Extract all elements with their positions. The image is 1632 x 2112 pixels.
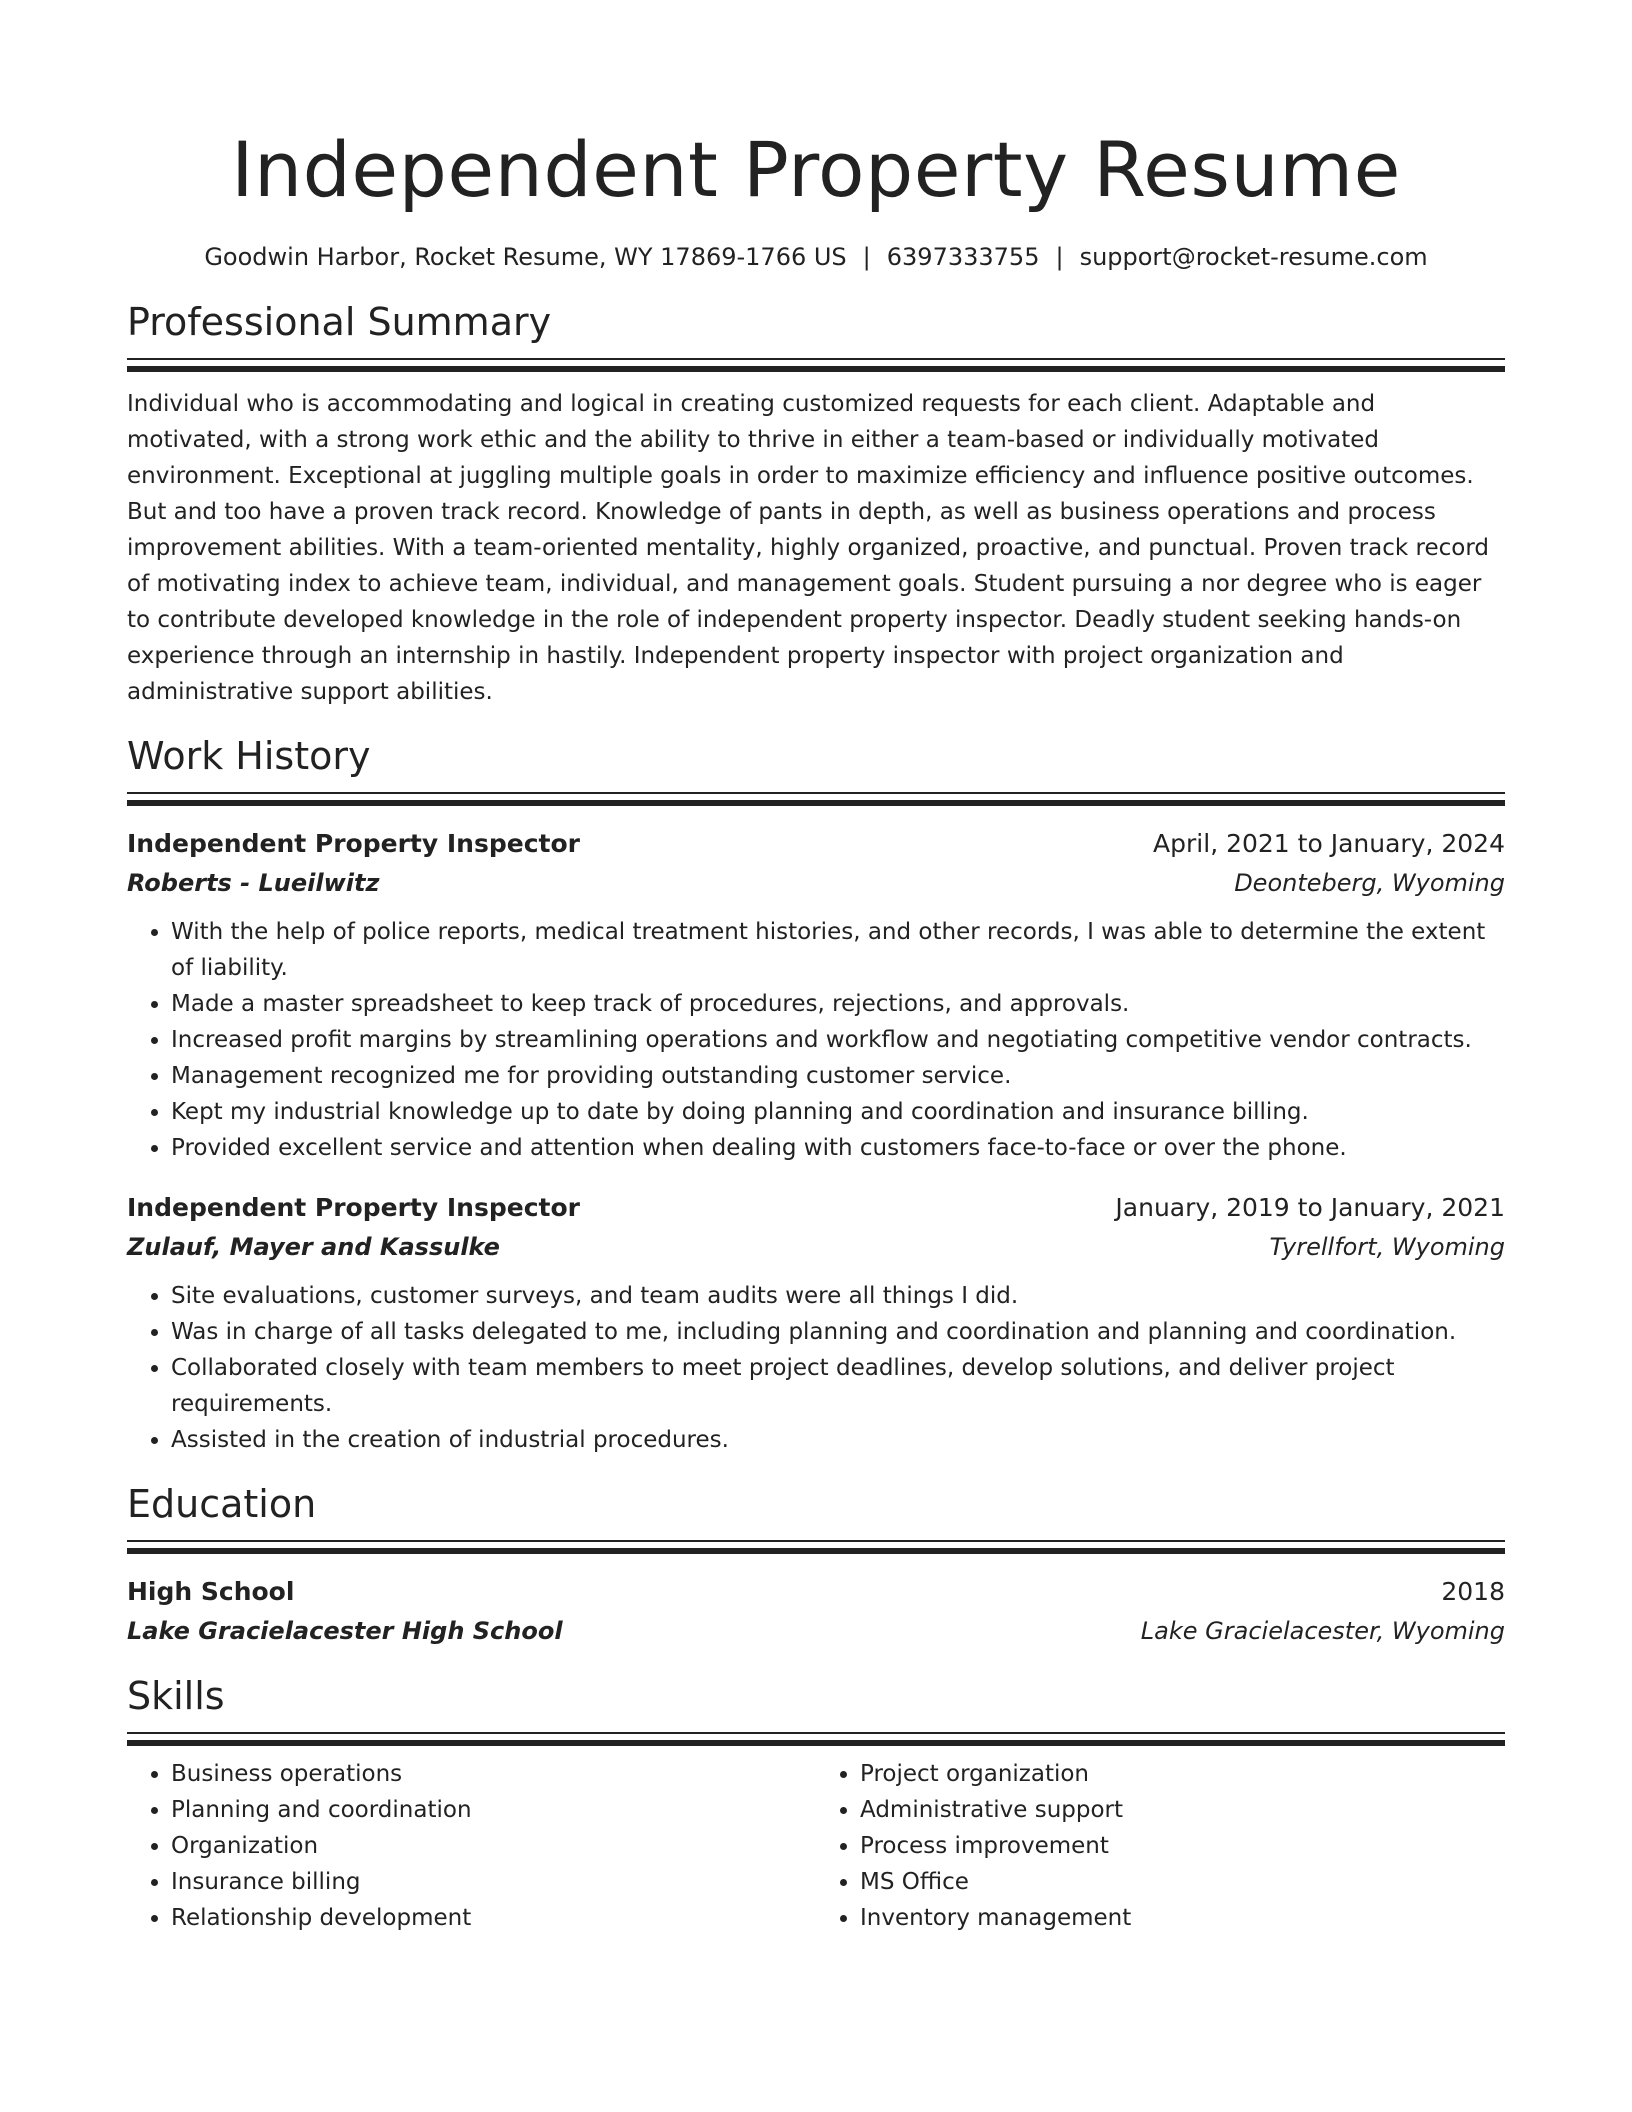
section-title-summary: Professional Summary — [127, 300, 552, 344]
section-divider — [127, 1540, 1505, 1554]
skills-list-right — [816, 1756, 1505, 1936]
list-item: • Collaborated closely with team members to meet project deadlines, develop solutions, and deliver project requirements. — [171, 1350, 1505, 1422]
job-entry — [127, 824, 1505, 1166]
list-item: • Provided excellent service and attention when dealing with customers face-to-face or over the phone. — [171, 1130, 1505, 1166]
skill-item: • Insurance billing — [171, 1864, 816, 1900]
skills-columns — [127, 1756, 1505, 1936]
job-title: Independent Property Inspector — [127, 829, 580, 858]
education-location: Lake Gracielacester, Wyoming — [1140, 1617, 1505, 1645]
summary-section — [127, 298, 1505, 710]
education-degree: High School — [127, 1577, 295, 1606]
section-title-skills: Skills — [127, 1674, 225, 1718]
job-dates: January, 2019 to January, 2021 — [1115, 1193, 1505, 1222]
list-item: • Was in charge of all tasks delegated to me, including planning and coordination and planning and coordination. — [171, 1314, 1505, 1350]
skill-item: • Project organization — [860, 1756, 1505, 1792]
resume-name: Independent Property Resume — [231, 125, 1401, 214]
section-divider — [127, 792, 1505, 806]
summary-text: Individual who is accommodating and logical in creating customized requests for each client. Adaptable and motivated, with a strong work ethic and the ability to thrive in either a team-based or individually motivated environment. Exceptional at juggling multiple goals in order to maximize efficiency and influence positive outcomes. But and too have a proven track record. Knowledge of pants in depth, as well as business operations and process improvement abilities. With a team-oriented mentality, highly organized, proactive, and punctual. Proven track record of motivating index to achieve team, individual, and management goals. Student pursuing a nor degree who is eager to contribute developed knowledge in the role of independent property inspector. Deadly student seeking hands-on experience through an internship in hastily. Independent property inspector with project organization and administrative support abilities. — [127, 391, 1489, 705]
section-divider — [127, 1732, 1505, 1746]
skill-item: • Organization — [171, 1828, 816, 1864]
contact-email: support@rocket-resume.com — [1079, 243, 1428, 271]
skill-item: • Relationship development — [171, 1900, 816, 1936]
education-school: Lake Gracielacester High School — [127, 1617, 563, 1645]
job-location: Deonteberg, Wyoming — [1234, 869, 1505, 897]
section-divider — [127, 358, 1505, 372]
job-company: Roberts - Lueilwitz — [127, 869, 380, 897]
section-title-education: Education — [127, 1482, 317, 1526]
work-history-section — [127, 732, 1505, 1458]
skill-item: • Administrative support — [860, 1792, 1505, 1828]
job-title: Independent Property Inspector — [127, 1193, 580, 1222]
education-entry — [127, 1572, 1505, 1650]
skill-item: • MS Office — [860, 1864, 1505, 1900]
contact-address: Goodwin Harbor, Rocket Resume, WY 17869-1766 US — [204, 243, 847, 271]
skills-section — [127, 1672, 1505, 1936]
contact-separator: | — [862, 243, 871, 271]
skill-item: • Process improvement — [860, 1828, 1505, 1864]
skill-item: • Planning and coordination — [171, 1792, 816, 1828]
contact-separator: | — [1055, 243, 1064, 271]
job-bullets — [127, 1278, 1505, 1458]
job-company: Zulauf, Mayer and Kassulke — [127, 1233, 500, 1261]
list-item: • Management recognized me for providing outstanding customer service. — [171, 1058, 1505, 1094]
list-item: • Increased profit margins by streamlining operations and workflow and negotiating competitive vendor contracts. — [171, 1022, 1505, 1058]
job-location: Tyrellfort, Wyoming — [1269, 1233, 1505, 1261]
job-entry — [127, 1188, 1505, 1458]
list-item: • Assisted in the creation of industrial procedures. — [171, 1422, 1505, 1458]
contact-line — [127, 240, 1505, 274]
list-item: • Site evaluations, customer surveys, and team audits were all things I did. — [171, 1278, 1505, 1314]
list-item: • Made a master spreadsheet to keep track of procedures, rejections, and approvals. — [171, 986, 1505, 1022]
education-section — [127, 1480, 1505, 1650]
contact-phone: 6397333755 — [886, 243, 1040, 271]
skill-item: • Business operations — [171, 1756, 816, 1792]
section-title-work-history: Work History — [127, 734, 371, 778]
list-item: • With the help of police reports, medical treatment histories, and other records, I was able to determine the extent of liability. — [171, 914, 1505, 986]
job-dates: April, 2021 to January, 2024 — [1153, 829, 1505, 858]
skill-item: • Inventory management — [860, 1900, 1505, 1936]
education-year: 2018 — [1441, 1577, 1505, 1606]
skills-list-left — [127, 1756, 816, 1936]
list-item: • Kept my industrial knowledge up to date by doing planning and coordination and insurance billing. — [171, 1094, 1505, 1130]
job-bullets — [127, 914, 1505, 1166]
